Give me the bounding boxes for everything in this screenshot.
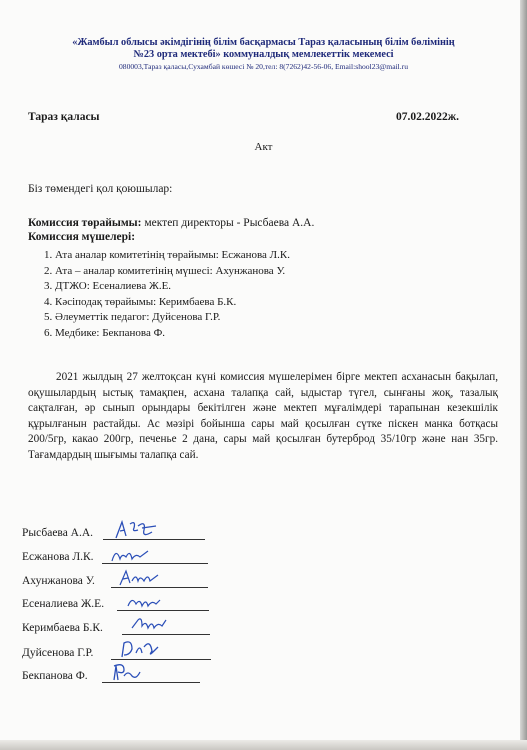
signature-row [22,670,88,690]
signatory-name: Бекпанова Ф. [22,670,88,682]
signatory-name: Ахунжанова У. [22,575,95,587]
signatory-name: Есеналиева Ж.Е. [22,598,105,610]
signatory-name: Дуйсенова Г.Р. [22,647,94,659]
org-name-line2: №23 орта мектебі» коммуналдық мемлекеттік мекемесі [133,49,394,60]
chair-label: Комиссия төрайымы: [28,217,142,229]
signatory-name: Рысбаева А.А. [22,527,94,539]
handwritten-signature [118,637,162,661]
handwritten-signature [108,545,152,565]
signatory-name: Есжанова Л.К. [22,551,94,563]
commission-chair [28,217,314,229]
letterhead [0,37,527,72]
document-date: 07.02.2022ж. [396,111,459,123]
page-bottom-edge [0,740,527,750]
signature-row [22,551,94,571]
member-item: 6. Медбике: Бекпанова Ф. [44,326,166,339]
members-heading: Комиссия мүшелері: [28,231,136,243]
member-item: 2. Ата – аналар комитетінің мүшесі: Ахунжанова У. [44,264,286,277]
org-name-line1: «Жамбыл облысы әкімдігінің білім басқармасы Тараз қаласының білім бөлімінің [72,37,455,48]
city-label: Тараз қаласы [28,111,100,123]
signature-row [22,622,103,642]
signatory-name: Керимбаева Б.К. [22,622,103,634]
handwritten-signature [110,662,144,684]
signature-row [22,598,104,618]
signature-line [122,634,210,635]
handwritten-signature [124,592,164,612]
members-list [44,248,290,341]
member-item: 4. Кәсіподақ төрайымы: Керимбаева Б.К. [44,295,237,308]
member-item: 5. Әлеуметтік педагог: Дуйсенова Г.Р. [44,311,221,323]
signature-row [22,647,93,667]
signature-row [22,575,95,595]
handwritten-signature [128,614,170,634]
member-item: 3. ДТЖО: Есеналиева Ж.Е. [44,280,172,292]
signature-row [22,527,93,547]
document-title: Акт [254,141,273,153]
page-edge-shadow [520,0,527,750]
body-paragraph: 2021 жылдың 27 желтоқсан күні комиссия мүшелерімен бірге мектеп асханасын бақылап, оқушылардың ыстық тамақпен, асхана талапқа сай, ыдыстар түгел, сынғаны жоқ, тазалық сақталған, әр сынып орындары бекітілген және мектеп мұғалімдері тарапынан кезекшілік құрылғанын растайды. Ас мәзірі бойынша сары май қосылған сүтке піскен манка ботқасы 200/5гр, какао 200гр, печенье 2 дана, сары май қосылған бутерброд 35/10гр және нан 35гр. Тағамдардың шығымы талапқа сай. [28,371,498,461]
org-address: 080003,Тараз қаласы,Сухамбай көшесі № 20,тел: 8(7262)42-56-06, Email:shool23@mail.ru [118,62,409,71]
chair-value: мектеп директоры - Рысбаева А.А. [141,217,315,229]
handwritten-signature [112,518,160,542]
member-item: 1. Ата аналар комитетінің төрайымы: Есжанова Л.К. [44,249,290,261]
intro-text: Біз төмендегі қол қоюшылар: [28,183,173,195]
handwritten-signature [116,567,162,589]
